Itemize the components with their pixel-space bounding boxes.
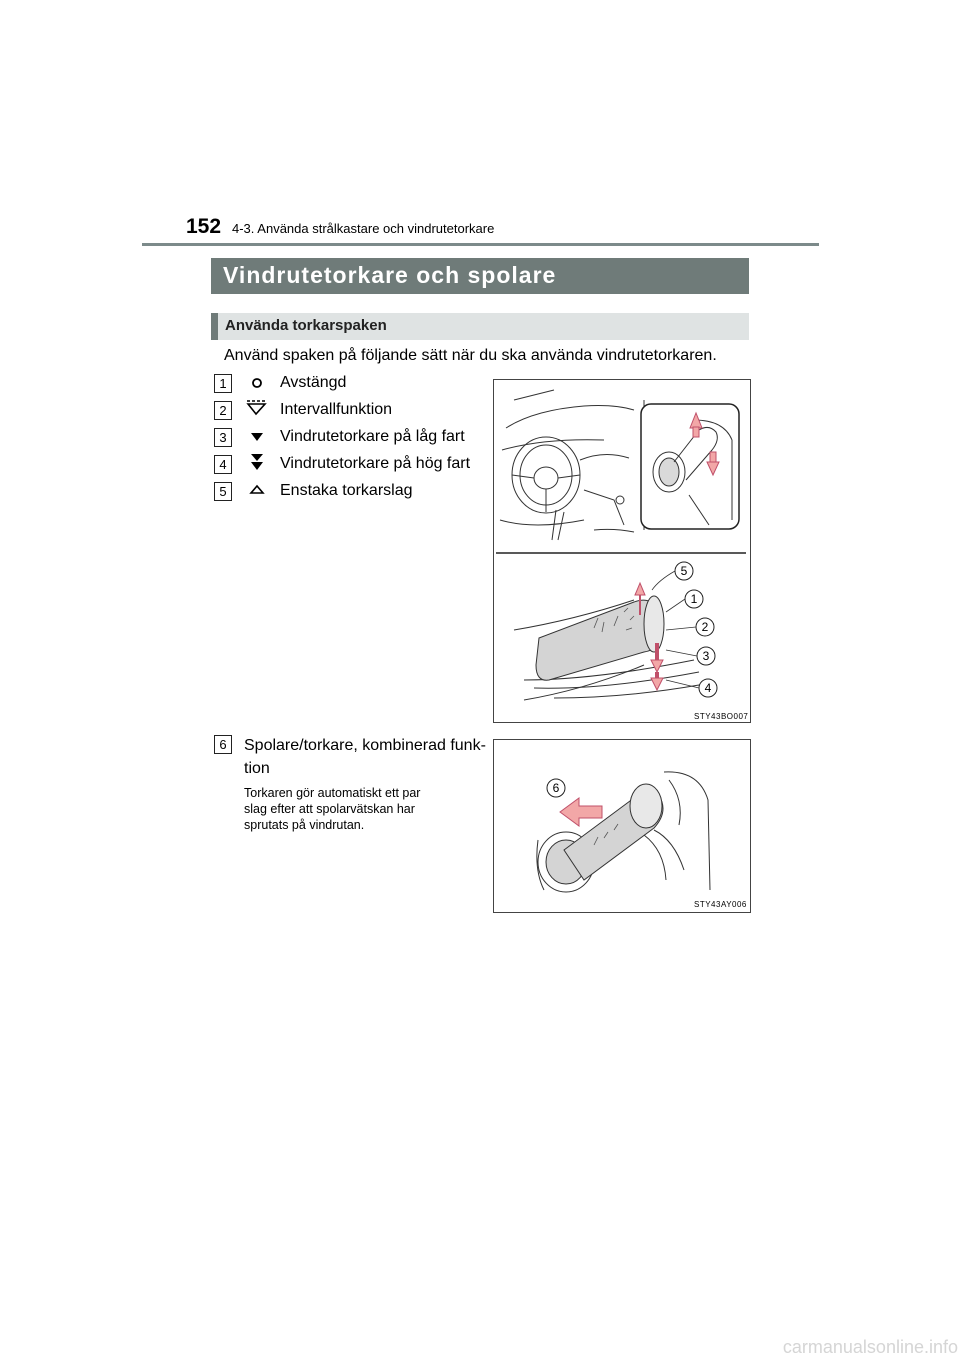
washer-title-line1: Spolare/torkare, kombinerad funk- [244, 737, 486, 754]
washer-note-line2: slag efter att spolarvätskan har [244, 802, 415, 816]
item-number: 2 [214, 401, 232, 420]
low-speed-triangle-icon [245, 430, 269, 448]
washer-title-line2: tion [244, 760, 270, 777]
subtitle: Använda torkarspaken [225, 317, 387, 334]
svg-text:carmanualsonline.info: carmanualsonline.info [782, 1337, 958, 1357]
item-label: Avstängd [280, 374, 347, 391]
washer-note-line1: Torkaren gör automatiskt ett par [244, 786, 421, 800]
washer-illustration [494, 740, 750, 912]
washer-figure [493, 739, 751, 913]
item-number: 3 [214, 428, 232, 447]
subtitle-accent [211, 313, 218, 340]
item-label: Vindrutetorkare på hög fart [280, 455, 471, 472]
item-label: Enstaka torkarslag [280, 482, 413, 499]
header-divider [142, 243, 819, 246]
wiper-lever-illustration [494, 380, 750, 722]
off-circle-icon [245, 375, 269, 393]
callout-5: 5 [680, 564, 688, 578]
intro-text: Använd spaken på följande sätt när du ska använda vindrutetorkaren. [224, 347, 717, 364]
callout-3: 3 [702, 649, 710, 663]
wiper-lever-figure [493, 379, 751, 723]
item-number: 6 [214, 735, 232, 754]
item-label: Vindrutetorkare på låg fart [280, 428, 465, 445]
callout-4: 4 [704, 681, 712, 695]
page-number: 152 [186, 215, 222, 238]
callout-1: 1 [690, 592, 698, 606]
figure-code: STY43BO007 [694, 712, 749, 721]
washer-note-line3: sprutats på vindrutan. [244, 818, 365, 832]
mist-up-triangle-icon [245, 483, 269, 501]
intermittent-wiper-icon [245, 399, 269, 417]
main-title: Vindrutetorkare och spolare [223, 262, 557, 288]
callout-2: 2 [701, 620, 709, 634]
figure-code: STY43AY006 [694, 900, 747, 909]
item-number: 1 [214, 374, 232, 393]
high-speed-double-triangle-icon [245, 453, 269, 471]
item-number: 5 [214, 482, 232, 501]
item-number: 4 [214, 455, 232, 474]
section-header: 4-3. Använda strålkastare och vindrutetorkare [232, 221, 495, 236]
site-watermark-logo [660, 1335, 960, 1358]
item-label: Intervallfunktion [280, 401, 393, 418]
callout-6: 6 [552, 781, 560, 795]
